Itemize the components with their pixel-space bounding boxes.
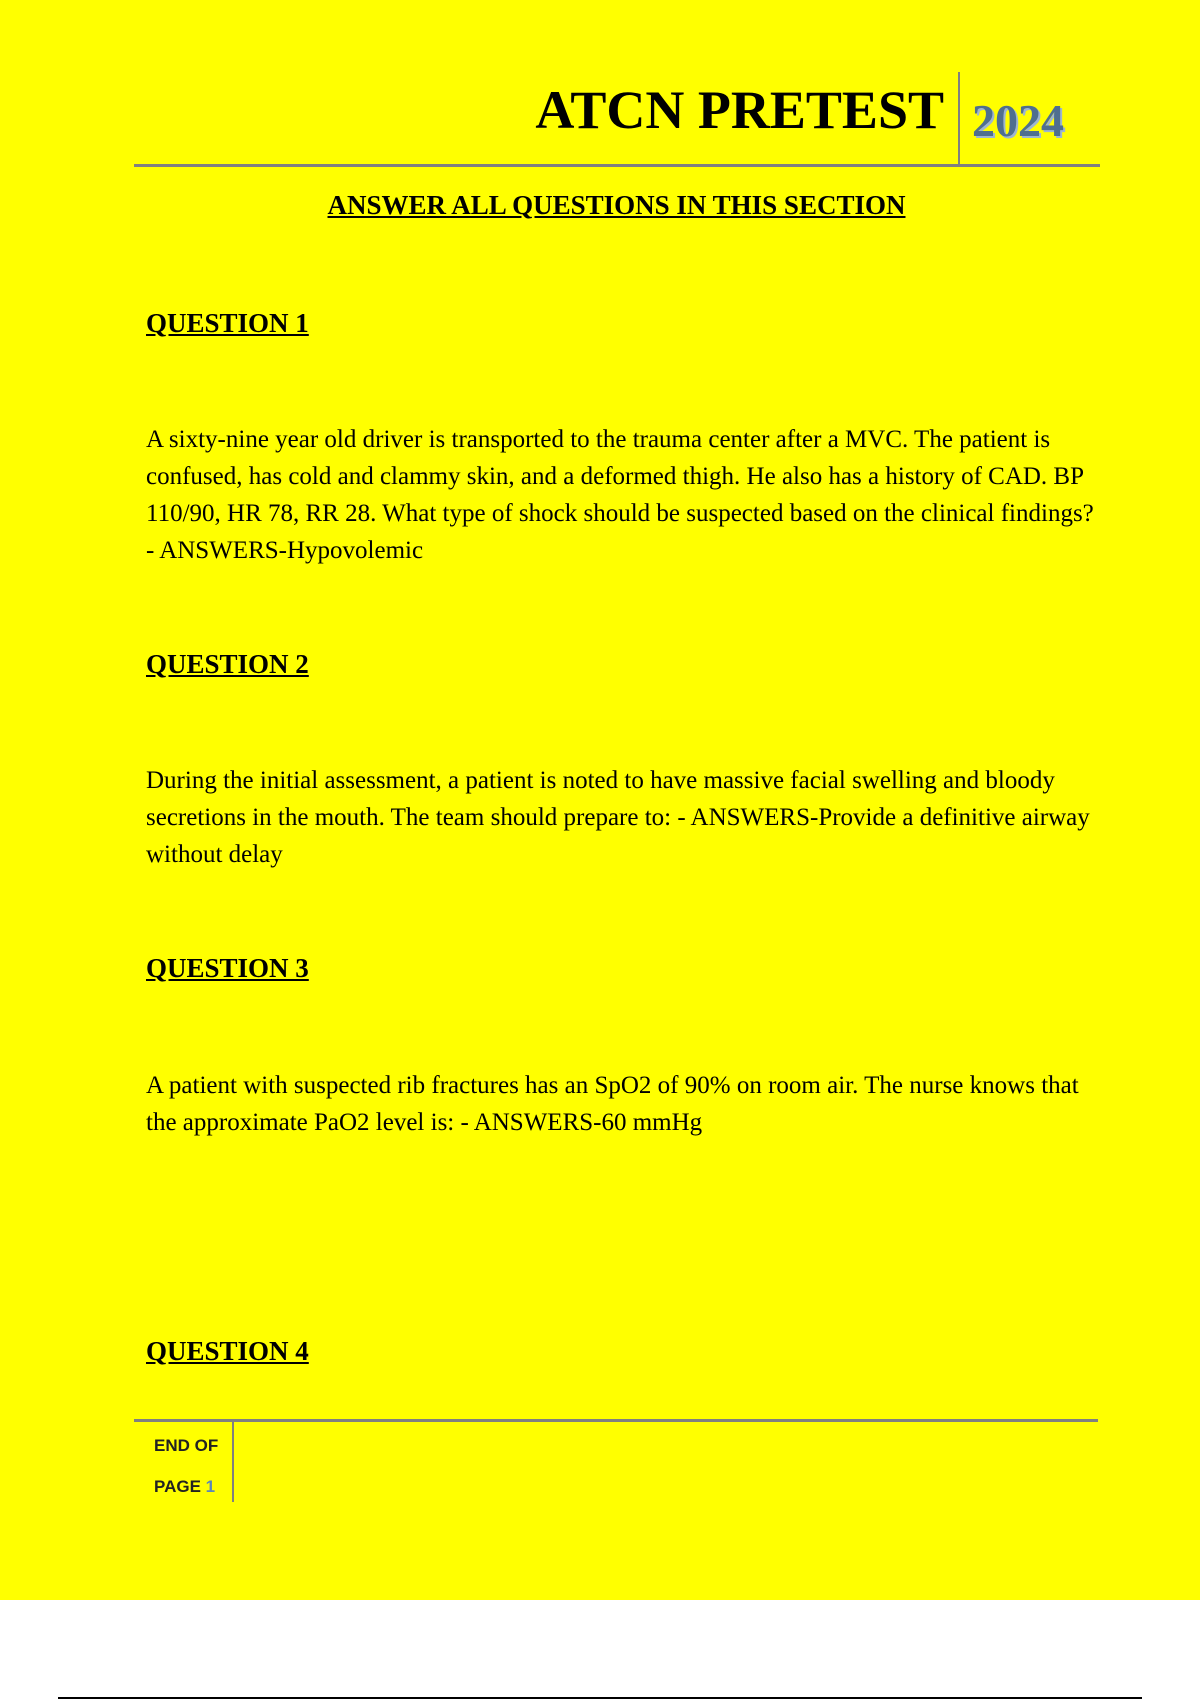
question-2-text: During the initial assessment, a patient is noted to have massive facial swelling and bloody secretions in the mouth. The team should prepare to: - ANSWERS-Provide a definitive airway without delay [146, 767, 1090, 868]
footer-end-of: END OF [154, 1436, 219, 1455]
footer-page-label [154, 1477, 215, 1497]
section-heading: ANSWER ALL QUESTIONS IN THIS SECTION [327, 190, 906, 220]
document-year: 2024 [972, 95, 1064, 146]
header-divider [958, 72, 960, 164]
question-3-heading: QUESTION 3 [146, 953, 309, 983]
question-2-heading: QUESTION 2 [146, 649, 309, 679]
document-header [134, 72, 1100, 167]
footer-page-prefix: PAGE [154, 1477, 201, 1496]
question-1-heading: QUESTION 1 [146, 308, 309, 338]
footer-page-number: 1 [205, 1477, 216, 1496]
question-1-text: A sixty-nine year old driver is transported to the trauma center after a MVC. The patient is confused, has cold and clammy skin, and a deformed thigh. He also has a history of CAD. BP 110/90, HR 78, RR 28. What type of shock should be suspected based on the clinical findings? - ANSWERS-Hypovolemic [146, 426, 1094, 564]
page-footer [134, 1419, 1098, 1502]
bottom-rule [58, 1697, 1142, 1699]
question-4-heading: QUESTION 4 [146, 1336, 309, 1366]
question-3-text: A patient with suspected rib fractures has an SpO2 of 90% on room air. The nurse knows that the approximate PaO2 level is: - ANSWERS-60 mmHg [146, 1072, 1079, 1136]
document-title: ATCN PRETEST [535, 80, 944, 140]
footer-divider [232, 1422, 234, 1502]
